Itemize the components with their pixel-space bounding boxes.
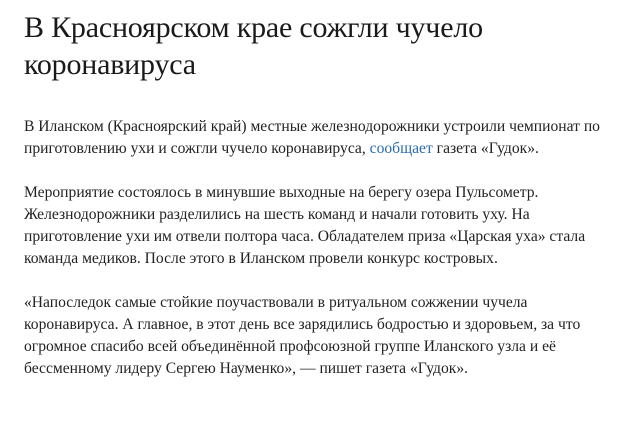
paragraph-2: Мероприятие состоялось в минувшие выходные на берегу озера Пульсометр. Железнодорожники разделились на шесть команд и начали готовить уху. На приготовление ухи им отвели полтора часа. Обладателем приза «Царская уха» стала команда медиков. После этого в Иланском провели конкурс костровых. bbox=[24, 184, 586, 267]
paragraph-1-text-after-link: газета «Гудок». bbox=[432, 140, 539, 157]
article-headline: В Красноярском крае сожгли чучело коронавируса bbox=[24, 11, 483, 81]
source-link[interactable]: сообщает bbox=[369, 140, 433, 157]
article-body bbox=[24, 116, 610, 402]
paragraph-1-text-before-link: В Иланском (Красноярский край) местные железнодорожники устроили чемпионат по приготовлению ухи и сожгли чучело коронавируса, bbox=[24, 118, 600, 157]
paragraph-3-quote: «Напоследок самые стойкие поучаствовали в ритуальном сожжении чучела коронавируса. А главное, в этот день все зарядились бодростью и здоровьем, за что огромное спасибо всей объединённой профсоюзной группе Иланского узла и её бессменному лидеру Сергею Науменко», — пишет газета «Гудок». bbox=[24, 294, 581, 377]
article bbox=[24, 0, 614, 377]
paragraph-1 bbox=[24, 116, 610, 160]
